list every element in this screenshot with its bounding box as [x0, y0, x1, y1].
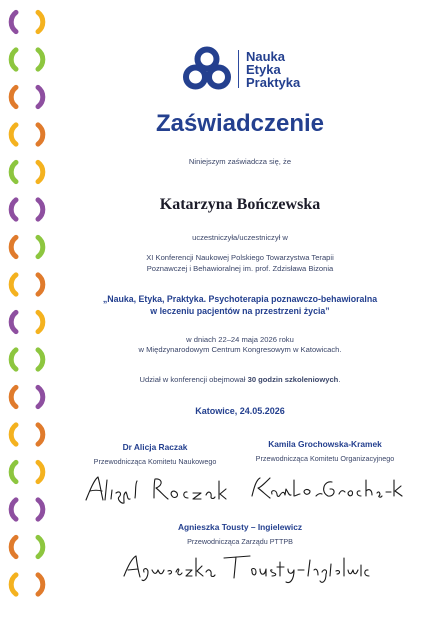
decorative-arc [38, 275, 43, 294]
conference-title-line-2: w leczeniu pacjentów na przestrzeni życia” [150, 305, 330, 316]
decorative-arc [11, 50, 16, 69]
decorative-arc [11, 237, 16, 256]
logo-divider [238, 50, 239, 88]
decorative-arc [38, 500, 43, 519]
signatory-1-name: Dr Alicja Raczak [122, 442, 188, 452]
signature-image-2 [248, 472, 406, 502]
signatory-3-role: Przewodnicząca Zarządu PTTPB [187, 537, 293, 546]
decorative-arc [38, 200, 43, 219]
decorative-arc [11, 162, 16, 181]
decorative-arc [11, 312, 16, 331]
logo-line-2: Etyka [246, 61, 281, 77]
hours-bold: 30 godzin szkoleniowych [247, 375, 339, 384]
intro-text: Niniejszym zaświadcza się, że [188, 157, 292, 166]
decorative-arc [38, 462, 43, 481]
decorative-arc [11, 537, 16, 556]
decorative-arc [38, 50, 43, 69]
signature-image-3 [120, 550, 370, 586]
decorative-arc-border [6, 6, 50, 612]
decorative-arc [11, 125, 16, 144]
document-title: Zaświadczenie [155, 110, 325, 137]
decorative-arc [38, 12, 43, 31]
signatory-1-role: Przewodnicząca Komitetu Naukowego [93, 457, 217, 466]
decorative-arc [11, 500, 16, 519]
decorative-arc [11, 87, 16, 106]
signatory-2-role: Przewodnicząca Komitetu Organizacyjnego [255, 454, 395, 463]
conference-title-line-1: „Nauka, Etyka, Praktyka. Psychoterapia poznawczo-behawioralna [102, 294, 378, 304]
conference-title [60, 294, 420, 317]
decorative-arc [38, 237, 43, 256]
logo-line-3: Praktyka [246, 74, 301, 90]
decorative-arc [38, 425, 43, 444]
logo-wordmark [246, 50, 300, 89]
decorative-arc [38, 350, 43, 369]
decorative-arc [11, 12, 16, 31]
decorative-arc [11, 387, 16, 406]
venue-text: w Międzynarodowym Centrum Kongresowym w Katowicach. [138, 345, 342, 354]
decorative-arc [11, 462, 16, 481]
hours-prefix: Udział w konferencji obejmował [139, 375, 248, 384]
decorative-arc [38, 575, 43, 594]
dates-text: w dniach 22–24 maja 2026 roku [186, 335, 294, 344]
conference-line-2: Poznawczej i Behawioralnej im. prof. Zdzisława Bizonia [146, 264, 334, 273]
city-date: Katowice, 24.05.2026 [195, 406, 285, 416]
signatory-3-name: Agnieszka Tousty – Ingielewicz [177, 522, 303, 532]
decorative-arc [38, 162, 43, 181]
decorative-arc [11, 575, 16, 594]
decorative-arc [11, 350, 16, 369]
decorative-arc [38, 537, 43, 556]
decorative-arc [11, 200, 16, 219]
logo-line-1: Nauka [246, 48, 286, 64]
hours-text [60, 375, 420, 386]
decorative-arc [11, 425, 16, 444]
decorative-arc [11, 275, 16, 294]
decorative-arc [38, 87, 43, 106]
decorative-arc [38, 312, 43, 331]
conference-line-1: XI Konferencji Naukowej Polskiego Towarzystwa Terapii [146, 253, 334, 262]
logo [182, 46, 300, 92]
decorative-arc [38, 125, 43, 144]
participation-text: uczestniczyła/uczestniczył w [192, 233, 288, 242]
signature-image-1 [80, 472, 230, 506]
three-linked-rings-icon [182, 46, 232, 92]
decorative-arc [38, 387, 43, 406]
signatory-2-name: Kamila Grochowska-Kramek [268, 439, 382, 449]
recipient-name: Katarzyna Bończewska [159, 196, 321, 213]
hours-suffix: . [338, 375, 341, 384]
